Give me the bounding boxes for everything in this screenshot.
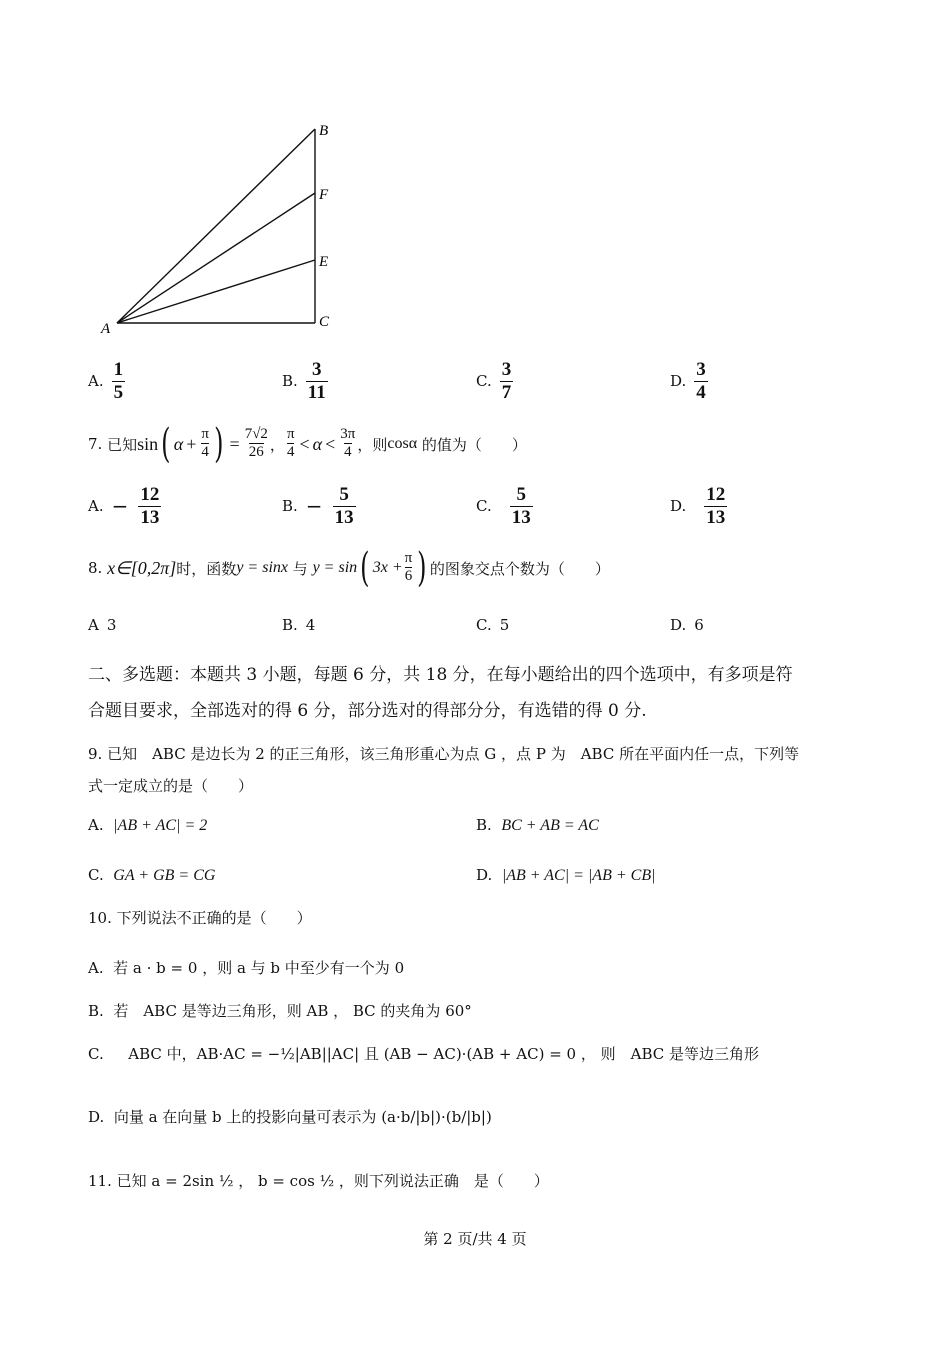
q9-option-b[interactable]: B. BC + AB = AC — [476, 816, 599, 834]
fraction: $\frac{3}{4}$ — [696, 358, 706, 403]
q8-option-b[interactable]: B. 4 — [282, 616, 316, 634]
q6-option-c[interactable] — [476, 356, 513, 406]
q9-option-c[interactable]: C. GA + GB = CG — [88, 866, 216, 884]
q11-stem: 11. 已知 a = 2sin ½ ， b = cos ½ ，则下列说法正确 是（ ） — [88, 1172, 549, 1190]
q6-option-a[interactable] — [88, 356, 125, 406]
label-E: E — [319, 254, 329, 270]
segment-AB — [117, 129, 315, 323]
triangle-figure — [95, 115, 345, 345]
fraction: $\frac{1}{5}$ — [113, 358, 124, 403]
q10-option-d[interactable]: D. 向量 a 在向量 b 上的投影向量可表示为 (a·b/|b|)·(b/|b|) — [88, 1108, 492, 1126]
option-label: C. — [476, 372, 492, 390]
option-label: D. — [670, 372, 687, 390]
q9-option-d[interactable]: D. |AB + AC| = |AB + CB| — [476, 866, 656, 884]
q8-option-a[interactable]: A 3 — [88, 616, 117, 634]
q7-stem: 7. 已知 sin ( α + $\frac{\pi}{4}$ ) = $\frac{7√2}{26}$ ， π 4 < α < 3π 4 ，则 cosα 的值为（ ） — [88, 421, 527, 467]
q10-option-b[interactable]: B. 若 ABC 是等边三角形，则 AB ， BC 的夹角为 60° — [88, 1002, 472, 1020]
fraction: $\frac{3}{11}$ — [307, 358, 326, 403]
option-label: B. — [282, 372, 298, 390]
q8-option-c[interactable]: C. 5 — [476, 616, 510, 634]
label-F: F — [319, 187, 329, 203]
q10-stem: 10. 下列说法不正确的是（ ） — [88, 909, 312, 927]
q8-options — [0, 600, 950, 650]
q9-stem: 9. 已知 ABC 是边长为 2 的正三角形，该三角形重心为点 G ，点 P 为 ABC 所在平面内任一点，下列等 式一定成立的是（ ） — [88, 745, 800, 795]
q8-option-d[interactable]: D. 6 — [670, 616, 704, 634]
q10-option-c[interactable]: C. ABC 中，AB·AC = −½|AB||AC| 且 (AB − AC)·(AB + AC) = 0 ， 则 ABC 是等边三角形 — [88, 1045, 759, 1063]
q9-option-a[interactable]: A. |AB + AC| = 2 — [88, 816, 208, 834]
label-B: B — [319, 123, 329, 139]
label-A: A — [101, 321, 111, 337]
q6-option-b[interactable] — [282, 356, 328, 406]
label-C: C — [319, 314, 330, 330]
fraction: $\frac{3}{7}$ — [501, 358, 512, 403]
q7-option-a[interactable]: A. − $\frac{12}{13}$ — [88, 483, 160, 528]
q7-option-d[interactable]: D. $\frac{12}{13}$ — [670, 483, 726, 528]
q7-option-c[interactable]: C. $\frac{5}{13}$ — [476, 483, 531, 528]
q7-option-b[interactable]: B. − $\frac{5}{13}$ — [282, 483, 354, 528]
section-2-heading: 二、多选题：本题共 3 小题，每题 6 分，共 18 分，在每小题给出的四个选项中，有多项是符 合题目要求，全部选对的得 6 分，部分选对的得部分分，有选错的得 0 分. — [88, 665, 793, 721]
q8-stem: 8. x∈[0,2π] 时，函数 y = sinx 与 y = sin ( 3x + $\frac{\pi}{6}$ ) 的图象交点个数为（ ） — [88, 545, 610, 591]
q10-option-a[interactable]: A. 若 a · b = 0 ，则 a 与 b 中至少有一个为 0 — [88, 959, 405, 977]
segment-AF — [117, 193, 315, 323]
q6-option-d[interactable] — [670, 356, 708, 406]
option-label: A. — [88, 372, 104, 390]
q6-options — [0, 356, 950, 406]
q7-options — [0, 481, 950, 531]
page-footer: 第 2 页/共 4 页 — [423, 1230, 527, 1248]
segment-AE — [117, 260, 315, 323]
